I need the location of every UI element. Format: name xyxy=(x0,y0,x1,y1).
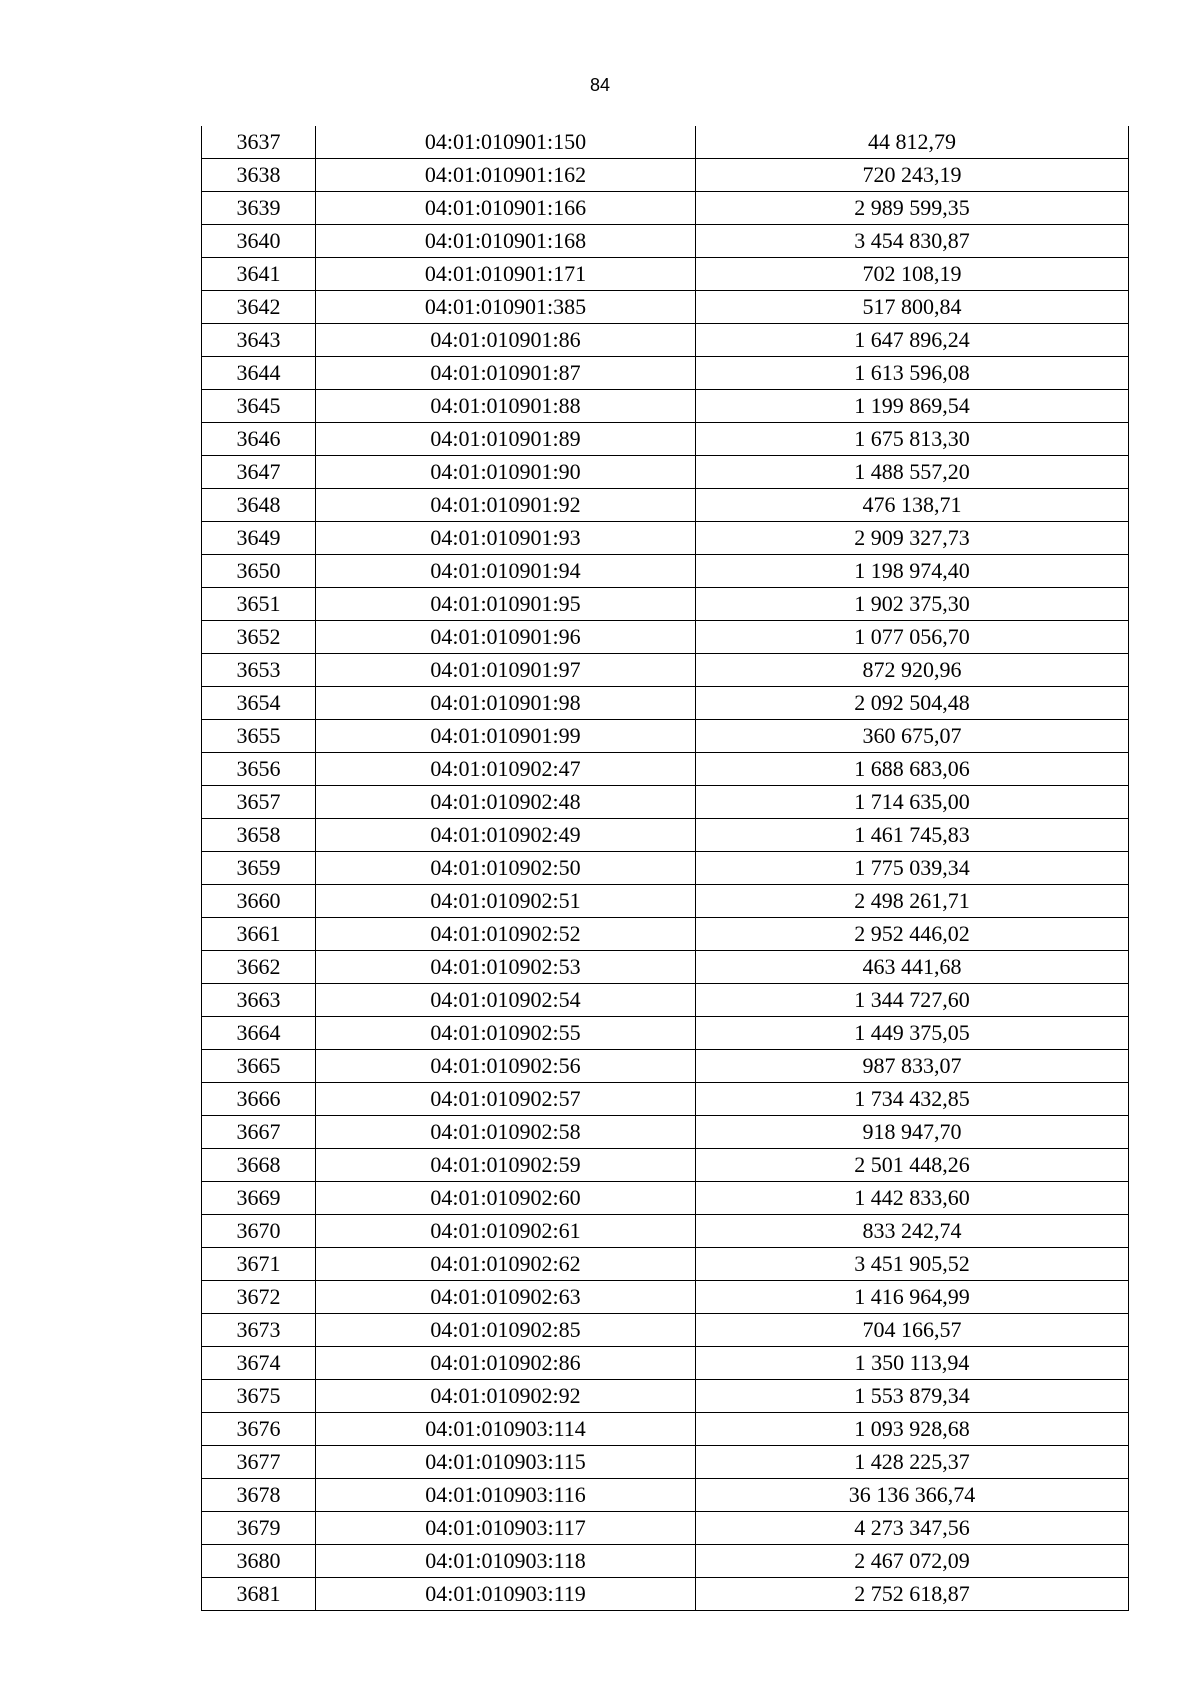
row-number-cell: 3643 xyxy=(202,324,316,357)
table-row xyxy=(202,819,1129,852)
cadastral-value-cell: 2 989 599,35 xyxy=(696,192,1129,225)
cadastral-number-cell: 04:01:010902:60 xyxy=(316,1182,696,1215)
cadastral-value-cell: 918 947,70 xyxy=(696,1116,1129,1149)
row-number-cell: 3665 xyxy=(202,1050,316,1083)
cadastral-value-cell: 1 449 375,05 xyxy=(696,1017,1129,1050)
table-row xyxy=(202,588,1129,621)
table-row xyxy=(202,1545,1129,1578)
cadastral-value-cell: 702 108,19 xyxy=(696,258,1129,291)
table-row xyxy=(202,324,1129,357)
table-row xyxy=(202,522,1129,555)
row-number-cell: 3676 xyxy=(202,1413,316,1446)
table-row xyxy=(202,1248,1129,1281)
table-row xyxy=(202,786,1129,819)
row-number-cell: 3664 xyxy=(202,1017,316,1050)
row-number-cell: 3662 xyxy=(202,951,316,984)
table-body xyxy=(202,126,1129,1611)
row-number-cell: 3678 xyxy=(202,1479,316,1512)
row-number-cell: 3677 xyxy=(202,1446,316,1479)
row-number-cell: 3667 xyxy=(202,1116,316,1149)
row-number-cell: 3648 xyxy=(202,489,316,522)
cadastral-value-cell: 704 166,57 xyxy=(696,1314,1129,1347)
cadastral-number-cell: 04:01:010902:85 xyxy=(316,1314,696,1347)
row-number-cell: 3680 xyxy=(202,1545,316,1578)
cadastral-number-cell: 04:01:010903:119 xyxy=(316,1578,696,1611)
cadastral-number-cell: 04:01:010902:50 xyxy=(316,852,696,885)
cadastral-number-cell: 04:01:010901:99 xyxy=(316,720,696,753)
table-row xyxy=(202,654,1129,687)
table-row xyxy=(202,951,1129,984)
table-row xyxy=(202,423,1129,456)
cadastral-number-cell: 04:01:010903:116 xyxy=(316,1479,696,1512)
cadastral-number-cell: 04:01:010902:57 xyxy=(316,1083,696,1116)
row-number-cell: 3666 xyxy=(202,1083,316,1116)
cadastral-number-cell: 04:01:010901:97 xyxy=(316,654,696,687)
cadastral-value-cell: 44 812,79 xyxy=(696,126,1129,159)
cadastral-number-cell: 04:01:010901:171 xyxy=(316,258,696,291)
cadastral-number-cell: 04:01:010902:52 xyxy=(316,918,696,951)
cadastral-value-cell: 1 461 745,83 xyxy=(696,819,1129,852)
cadastral-value-cell: 1 077 056,70 xyxy=(696,621,1129,654)
cadastral-number-cell: 04:01:010902:58 xyxy=(316,1116,696,1149)
cadastral-number-cell: 04:01:010902:63 xyxy=(316,1281,696,1314)
table-row xyxy=(202,1017,1129,1050)
row-number-cell: 3653 xyxy=(202,654,316,687)
table-row xyxy=(202,126,1129,159)
cadastral-value-cell: 872 920,96 xyxy=(696,654,1129,687)
cadastral-number-cell: 04:01:010902:56 xyxy=(316,1050,696,1083)
row-number-cell: 3652 xyxy=(202,621,316,654)
cadastral-number-cell: 04:01:010902:47 xyxy=(316,753,696,786)
row-number-cell: 3672 xyxy=(202,1281,316,1314)
cadastral-number-cell: 04:01:010903:114 xyxy=(316,1413,696,1446)
cadastral-value-cell: 1 902 375,30 xyxy=(696,588,1129,621)
row-number-cell: 3671 xyxy=(202,1248,316,1281)
table-row xyxy=(202,489,1129,522)
cadastral-value-cell: 1 093 928,68 xyxy=(696,1413,1129,1446)
cadastral-value-cell: 517 800,84 xyxy=(696,291,1129,324)
cadastral-number-cell: 04:01:010902:92 xyxy=(316,1380,696,1413)
cadastral-number-cell: 04:01:010902:61 xyxy=(316,1215,696,1248)
cadastral-value-cell: 1 613 596,08 xyxy=(696,357,1129,390)
cadastral-value-cell: 833 242,74 xyxy=(696,1215,1129,1248)
cadastral-number-cell: 04:01:010902:59 xyxy=(316,1149,696,1182)
table-row xyxy=(202,1578,1129,1611)
cadastral-number-cell: 04:01:010902:86 xyxy=(316,1347,696,1380)
cadastral-number-cell: 04:01:010901:168 xyxy=(316,225,696,258)
row-number-cell: 3681 xyxy=(202,1578,316,1611)
row-number-cell: 3649 xyxy=(202,522,316,555)
table-row xyxy=(202,1479,1129,1512)
table-row xyxy=(202,555,1129,588)
table-row xyxy=(202,1083,1129,1116)
row-number-cell: 3675 xyxy=(202,1380,316,1413)
cadastral-number-cell: 04:01:010902:53 xyxy=(316,951,696,984)
table-row xyxy=(202,1281,1129,1314)
table-row xyxy=(202,918,1129,951)
cadastral-value-cell: 1 350 113,94 xyxy=(696,1347,1129,1380)
cadastral-value-cell: 3 454 830,87 xyxy=(696,225,1129,258)
row-number-cell: 3663 xyxy=(202,984,316,1017)
row-number-cell: 3668 xyxy=(202,1149,316,1182)
table-row xyxy=(202,456,1129,489)
row-number-cell: 3639 xyxy=(202,192,316,225)
cadastral-number-cell: 04:01:010903:117 xyxy=(316,1512,696,1545)
cadastral-value-cell: 1 714 635,00 xyxy=(696,786,1129,819)
row-number-cell: 3645 xyxy=(202,390,316,423)
row-number-cell: 3660 xyxy=(202,885,316,918)
cadastral-value-cell: 1 553 879,34 xyxy=(696,1380,1129,1413)
cadastral-number-cell: 04:01:010901:93 xyxy=(316,522,696,555)
table-row xyxy=(202,1446,1129,1479)
cadastral-value-cell: 476 138,71 xyxy=(696,489,1129,522)
cadastral-number-cell: 04:01:010901:90 xyxy=(316,456,696,489)
table-row xyxy=(202,258,1129,291)
cadastral-value-cell: 1 734 432,85 xyxy=(696,1083,1129,1116)
row-number-cell: 3647 xyxy=(202,456,316,489)
cadastral-value-cell: 2 752 618,87 xyxy=(696,1578,1129,1611)
row-number-cell: 3638 xyxy=(202,159,316,192)
table-row xyxy=(202,687,1129,720)
cadastral-number-cell: 04:01:010902:62 xyxy=(316,1248,696,1281)
row-number-cell: 3646 xyxy=(202,423,316,456)
cadastral-number-cell: 04:01:010903:115 xyxy=(316,1446,696,1479)
row-number-cell: 3654 xyxy=(202,687,316,720)
cadastral-value-cell: 1 344 727,60 xyxy=(696,984,1129,1017)
cadastral-number-cell: 04:01:010901:88 xyxy=(316,390,696,423)
row-number-cell: 3657 xyxy=(202,786,316,819)
cadastral-value-cell: 1 428 225,37 xyxy=(696,1446,1129,1479)
row-number-cell: 3674 xyxy=(202,1347,316,1380)
cadastral-number-cell: 04:01:010901:95 xyxy=(316,588,696,621)
cadastral-value-cell: 1 647 896,24 xyxy=(696,324,1129,357)
cadastral-number-cell: 04:01:010901:96 xyxy=(316,621,696,654)
table-row xyxy=(202,1182,1129,1215)
cadastral-number-cell: 04:01:010902:55 xyxy=(316,1017,696,1050)
page-number: 84 xyxy=(589,75,611,95)
cadastral-number-cell: 04:01:010902:48 xyxy=(316,786,696,819)
cadastral-value-cell: 720 243,19 xyxy=(696,159,1129,192)
table-row xyxy=(202,1314,1129,1347)
cadastral-value-cell: 36 136 366,74 xyxy=(696,1479,1129,1512)
row-number-cell: 3651 xyxy=(202,588,316,621)
cadastral-number-cell: 04:01:010901:86 xyxy=(316,324,696,357)
cadastral-number-cell: 04:01:010902:49 xyxy=(316,819,696,852)
cadastral-value-cell: 2 909 327,73 xyxy=(696,522,1129,555)
row-number-cell: 3659 xyxy=(202,852,316,885)
cadastral-value-cell: 4 273 347,56 xyxy=(696,1512,1129,1545)
row-number-cell: 3661 xyxy=(202,918,316,951)
row-number-cell: 3669 xyxy=(202,1182,316,1215)
cadastral-value-cell: 2 467 072,09 xyxy=(696,1545,1129,1578)
cadastral-number-cell: 04:01:010901:94 xyxy=(316,555,696,588)
row-number-cell: 3644 xyxy=(202,357,316,390)
cadastral-number-cell: 04:01:010901:92 xyxy=(316,489,696,522)
table-row xyxy=(202,291,1129,324)
cadastral-value-cell: 1 675 813,30 xyxy=(696,423,1129,456)
table-row xyxy=(202,225,1129,258)
table-row xyxy=(202,390,1129,423)
table-row xyxy=(202,1050,1129,1083)
row-number-cell: 3640 xyxy=(202,225,316,258)
table-row xyxy=(202,1413,1129,1446)
row-number-cell: 3670 xyxy=(202,1215,316,1248)
cadastral-value-cell: 463 441,68 xyxy=(696,951,1129,984)
cadastral-value-cell: 1 488 557,20 xyxy=(696,456,1129,489)
table-row xyxy=(202,1347,1129,1380)
table-row xyxy=(202,885,1129,918)
cadastral-number-cell: 04:01:010902:51 xyxy=(316,885,696,918)
cadastral-value-cell: 1 199 869,54 xyxy=(696,390,1129,423)
row-number-cell: 3673 xyxy=(202,1314,316,1347)
row-number-cell: 3650 xyxy=(202,555,316,588)
table-row xyxy=(202,753,1129,786)
row-number-cell: 3637 xyxy=(202,126,316,159)
cadastral-value-cell: 1 198 974,40 xyxy=(696,555,1129,588)
cadastral-value-cell: 1 416 964,99 xyxy=(696,1281,1129,1314)
table-row xyxy=(202,1149,1129,1182)
cadastral-number-cell: 04:01:010901:87 xyxy=(316,357,696,390)
table-row xyxy=(202,720,1129,753)
table-row xyxy=(202,357,1129,390)
cadastral-value-cell: 1 442 833,60 xyxy=(696,1182,1129,1215)
table-row xyxy=(202,1380,1129,1413)
cadastral-number-cell: 04:01:010901:385 xyxy=(316,291,696,324)
cadastral-value-cell: 987 833,07 xyxy=(696,1050,1129,1083)
row-number-cell: 3641 xyxy=(202,258,316,291)
row-number-cell: 3656 xyxy=(202,753,316,786)
table-row xyxy=(202,192,1129,225)
table-row xyxy=(202,1116,1129,1149)
row-number-cell: 3642 xyxy=(202,291,316,324)
cadastral-number-cell: 04:01:010901:162 xyxy=(316,159,696,192)
cadastral-value-cell: 2 092 504,48 xyxy=(696,687,1129,720)
cadastral-value-cell: 360 675,07 xyxy=(696,720,1129,753)
cadastral-value-cell: 2 952 446,02 xyxy=(696,918,1129,951)
cadastral-value-cell: 3 451 905,52 xyxy=(696,1248,1129,1281)
table-row xyxy=(202,1512,1129,1545)
row-number-cell: 3658 xyxy=(202,819,316,852)
cadastral-value-table xyxy=(201,126,1129,1611)
table-row xyxy=(202,984,1129,1017)
cadastral-number-cell: 04:01:010901:98 xyxy=(316,687,696,720)
cadastral-number-cell: 04:01:010901:166 xyxy=(316,192,696,225)
table-row xyxy=(202,159,1129,192)
cadastral-number-cell: 04:01:010902:54 xyxy=(316,984,696,1017)
table-row xyxy=(202,852,1129,885)
cadastral-number-cell: 04:01:010903:118 xyxy=(316,1545,696,1578)
cadastral-number-cell: 04:01:010901:89 xyxy=(316,423,696,456)
row-number-cell: 3655 xyxy=(202,720,316,753)
cadastral-value-cell: 1 775 039,34 xyxy=(696,852,1129,885)
table-row xyxy=(202,1215,1129,1248)
cadastral-value-cell: 2 498 261,71 xyxy=(696,885,1129,918)
cadastral-value-cell: 1 688 683,06 xyxy=(696,753,1129,786)
row-number-cell: 3679 xyxy=(202,1512,316,1545)
cadastral-value-cell: 2 501 448,26 xyxy=(696,1149,1129,1182)
table-row xyxy=(202,621,1129,654)
cadastral-number-cell: 04:01:010901:150 xyxy=(316,126,696,159)
